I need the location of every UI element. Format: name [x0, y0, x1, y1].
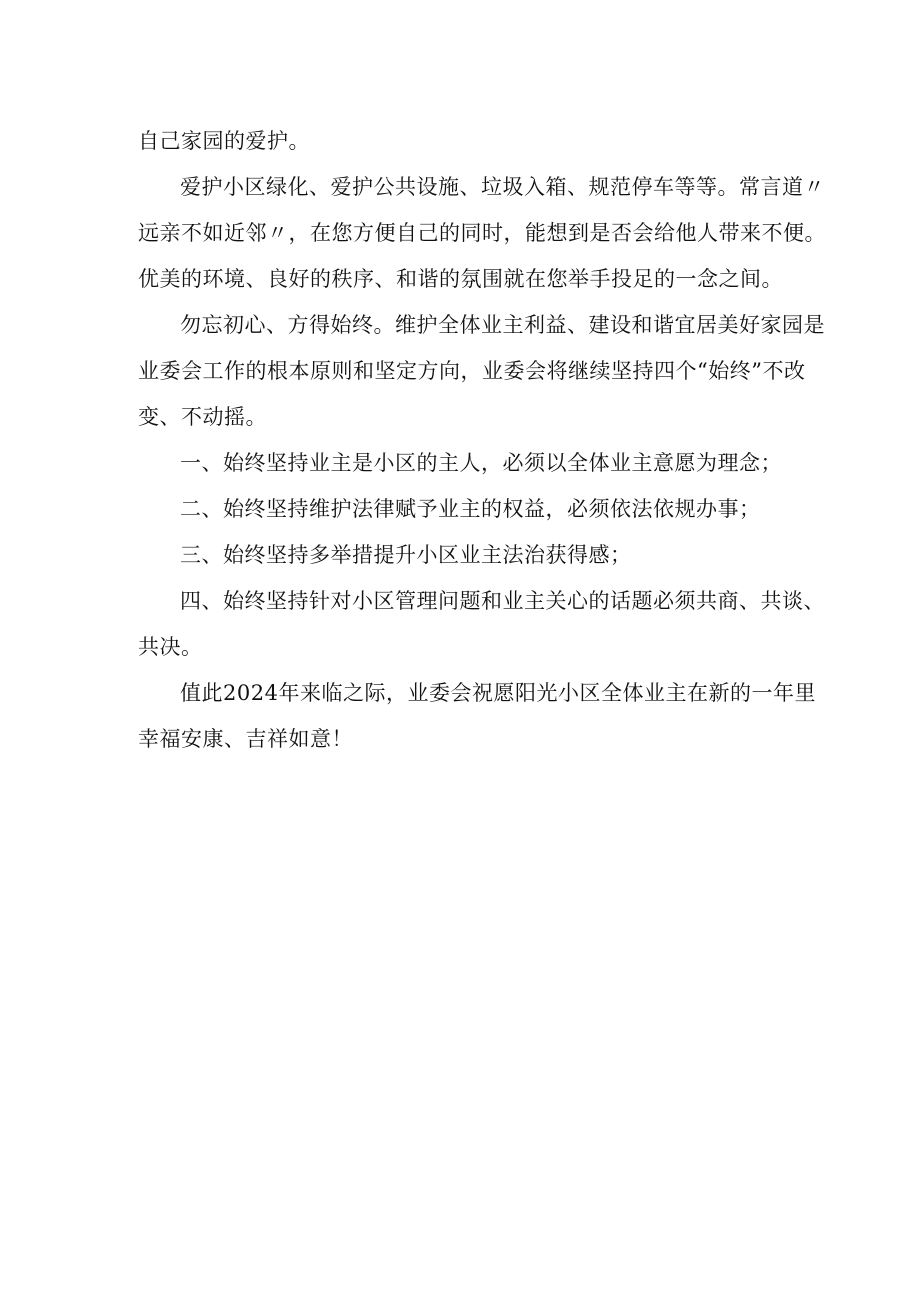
text-line: 四、始终坚持针对小区管理问题和业主关心的话题必须共商、共谈、: [180, 589, 825, 613]
paragraph-original-aspiration: [138, 302, 825, 440]
text-line: 三、始终坚持多举措提升小区业主法治获得感；: [180, 543, 632, 567]
paragraph-new-year-wishes: [138, 670, 816, 762]
text-line: 幸福安康、吉祥如意！: [138, 727, 353, 751]
text-line: 值此2024年来临之际，业委会祝愿阳光小区全体业主在新的一年里: [180, 681, 816, 705]
text-line: 共决。: [138, 635, 203, 659]
document-body: [138, 118, 826, 762]
list-item-three: [138, 532, 798, 578]
paragraph-care-community: [138, 164, 826, 302]
text-line: 远亲不如近邻〃，在您方便自己的同时，能想到是否会给他人带来不便。: [138, 221, 826, 245]
text-line: 爱护小区绿化、爱护公共设施、垃圾入箱、规范停车等等。常言道〃: [180, 175, 825, 199]
text-line: 一、始终坚持业主是小区的主人，必须以全体业主意愿为理念；: [180, 451, 782, 475]
text-line: 变、不动摇。: [138, 405, 267, 429]
list-item-four: [138, 578, 825, 670]
text-line: 二、始终坚持维护法律赋予业主的权益，必须依法依规办事；: [180, 497, 761, 521]
text-line: 勿忘初心、方得始终。维护全体业主利益、建设和谐宜居美好家园是: [180, 313, 825, 337]
text-line: 业委会工作的根本原则和坚定方向，业委会将继续坚持四个“始终”不改: [138, 359, 806, 383]
list-item-two: [138, 486, 798, 532]
paragraph-continuation: [138, 118, 798, 164]
list-item-one: [138, 440, 798, 486]
text-line: 优美的环境、良好的秩序、和谐的氛围就在您举手投足的一念之间。: [138, 267, 783, 291]
text-line: 自己家园的爱护。: [138, 129, 310, 153]
